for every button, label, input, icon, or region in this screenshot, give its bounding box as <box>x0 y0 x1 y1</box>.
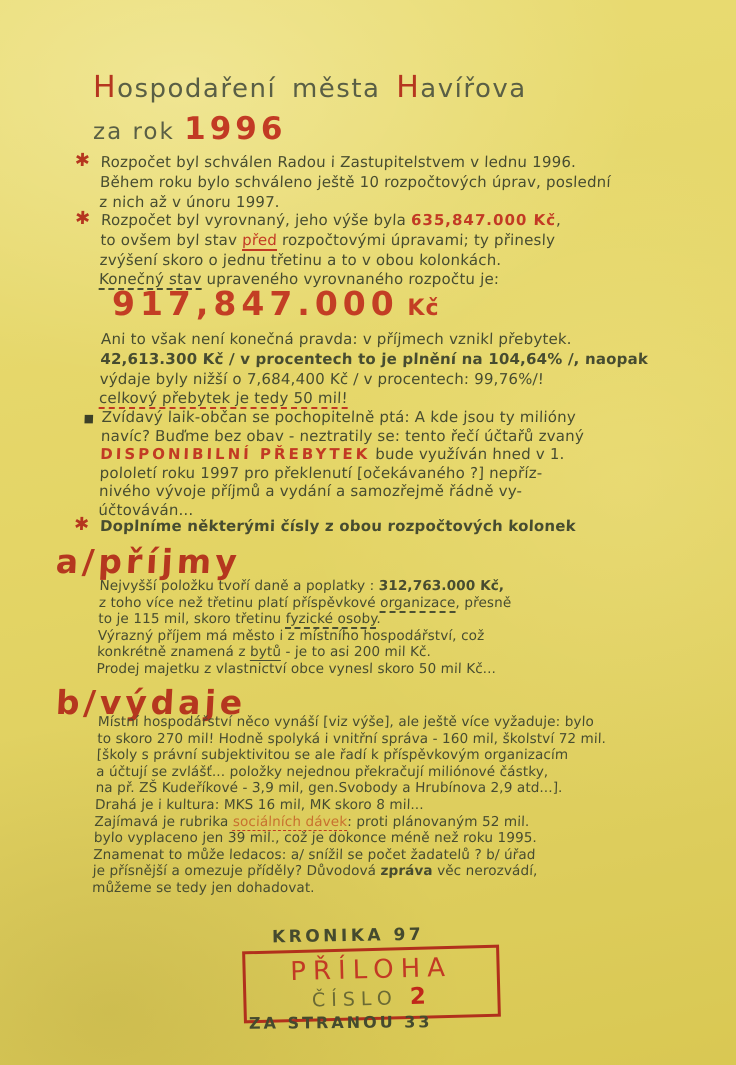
text-run: , přesně <box>455 594 512 611</box>
attachment-stamp-box <box>242 945 501 1024</box>
emphasis-konecny-stav: Konečný stav <box>98 270 202 289</box>
text-line: Ani to však není konečná pravda: v příjmech vznikl přebytek. <box>100 330 573 348</box>
text-line: zvýšení skoro o jednu třetinu a to v obou kolonkách. <box>99 250 502 269</box>
amount-final-budget-number: 917,847.000 <box>112 284 399 323</box>
square-bullet-icon: ■ <box>83 412 95 425</box>
text-run: to je 115 mil, skoro třetinu <box>98 611 286 628</box>
asterisk-icon: ✱ <box>73 514 90 535</box>
text-line: Místní hospodářství něco vynáší [viz výše], ale ještě více vyžaduje: bylo <box>97 714 595 730</box>
text-run: věc nerozvádí, <box>432 863 538 880</box>
text-line: Doplníme některými čísly z obou rozpočtových kolonek <box>99 517 577 535</box>
text-line <box>99 389 647 409</box>
title-line-2 <box>93 111 527 147</box>
emphasis-disponibilni-prebytek: DISPONIBILNÍ PŘEBYTEK <box>100 445 371 464</box>
amount-original-budget: 635,847.000 Kč <box>410 211 557 229</box>
title-year-prefix: za rok <box>93 119 185 145</box>
emphasis-organizace: organizace <box>379 594 456 611</box>
text-run: Nejvyšší položku tvoří daně a poplatky : <box>99 578 380 594</box>
text-run: : proti plánovaným 52 mil. <box>346 813 530 830</box>
section-expenses-text <box>92 714 607 897</box>
text-line: Výrazný příjem má město i z místního hospodářství, což <box>97 627 485 644</box>
text-line: Znamenat to může ledacos: a/ snížil se počet žadatelů ? b/ úřad <box>92 846 536 863</box>
text-line: [školy s právní subjektivitou se ale řadí k příspěvkovým organizacím <box>96 747 569 764</box>
section-heading-incomes: a/příjmy <box>54 542 242 581</box>
emphasis-fyzicke-osoby: fyzické osoby <box>285 611 377 628</box>
title-word-2: avířova <box>420 74 527 104</box>
text-run: to ovšem byl stav <box>100 230 243 249</box>
text-line <box>101 211 562 231</box>
paragraph-intro-columns <box>73 514 577 537</box>
text-line: pololetí roku 1997 pro překlenutí [očekávaného ?] nepříz- <box>99 463 543 482</box>
text-line: nivého vývoje příjmů a vydání a samozřejmě řádně vy- <box>98 482 523 501</box>
paragraph-balanced-budget <box>74 208 562 290</box>
text-line: a účtují se zvlášť... položky nejednou překračují miliónové částky, <box>95 763 549 780</box>
emphasis-bytu: bytů <box>249 644 282 661</box>
text-line: z nich až v únoru 1997. <box>99 192 281 211</box>
amount-final-budget <box>112 284 439 323</box>
text-run: upraveného vyrovnaného rozpočtu je: <box>201 270 500 289</box>
text-run: z toho více než třetinu platí příspěvkové <box>98 594 381 611</box>
text-line <box>100 445 584 464</box>
text-run: konkrétně znamená z <box>96 644 251 661</box>
title-year: 1996 <box>184 111 287 147</box>
paragraph-surplus <box>99 330 650 409</box>
emphasis-socialni-davky: sociálních dávek <box>232 813 348 830</box>
asterisk-icon: ✱ <box>74 208 91 229</box>
amount-final-budget-unit: Kč <box>398 296 440 321</box>
text-line: můžeme se tedy jen dohadovat. <box>91 879 315 896</box>
page-title <box>93 70 527 147</box>
text-line: účtováván... <box>98 500 194 519</box>
text-run: Rozpočet byl vyrovnaný, jeho výše byla <box>100 211 412 229</box>
page-reference-label: ZA STRANOU 33 <box>248 1012 433 1033</box>
text-run: rozpočtovými úpravami; ty přinesly <box>276 230 556 249</box>
text-run: . <box>376 611 382 628</box>
attachment-number: 2 <box>409 983 433 1010</box>
text-run: bude využíván hned v 1. <box>370 445 565 464</box>
text-line: Prodej majetku z vlastnictví obce vynesl skoro 50 mil Kč... <box>96 660 497 677</box>
text-run: , <box>555 211 562 229</box>
emphasis-total-surplus: celkový přebytek je tedy 50 mil! <box>98 389 349 408</box>
text-line: 42,613.300 Kč / v procentech to je plnění na 104,64% /, naopak <box>100 349 649 368</box>
emphasis-pred: před <box>241 230 278 249</box>
paragraph-disposable-surplus <box>83 408 585 520</box>
text-line: výdaje byly nižší o 7,684,400 Kč / v procentech: 99,76%/! <box>99 369 545 388</box>
attachment-number-label: ČÍSLO <box>311 987 411 1012</box>
text-line <box>98 611 511 628</box>
text-line: navíc? Buďme bez obav - neztratily se: tento řečí účtařů zvaný <box>100 426 585 445</box>
text-line: Během roku bylo schváleno ještě 10 rozpočtových úprav, poslední <box>99 172 612 191</box>
text-line <box>92 863 601 880</box>
text-line <box>94 814 603 831</box>
text-line: to skoro 270 mil! Hodně spolyká i vnitřní správa - 160 mil, školství 72 mil. <box>97 730 607 747</box>
section-incomes-text <box>96 578 512 678</box>
text-line: Rozpočet byl schválen Radou i Zastupitelstvem v lednu 1996. <box>100 153 577 171</box>
text-line <box>99 595 512 612</box>
paragraph-budget-approved <box>74 150 612 212</box>
asterisk-icon: ✱ <box>74 150 91 171</box>
text-line <box>99 578 512 595</box>
text-line: Zvídavý laik-občan se pochopitelně ptá: A kde jsou ty milióny <box>101 408 577 426</box>
text-line <box>100 231 561 251</box>
attachment-label: PŘÍLOHA <box>289 952 453 988</box>
text-line: bylo vyplaceno jen 39 mil., což je dokonce méně než roku 1995. <box>93 830 538 847</box>
emphasis-zprava: zpráva <box>380 863 433 880</box>
section-heading-expenses: b/výdaje <box>54 683 248 722</box>
text-run: je přísnější a omezuje příděly? Důvodová <box>92 863 381 880</box>
amount-taxes-fees: 312,763.000 Kč, <box>378 578 505 594</box>
title-initial-h: H <box>93 70 118 105</box>
chronicle-label: KRONIKA 97 <box>271 924 425 948</box>
title-word-1: ospodaření města <box>117 74 397 104</box>
text-run: Zajímavá je rubrika <box>94 813 234 830</box>
title-line-1 <box>93 70 527 105</box>
text-line: na př. ZŠ Kudeříkové - 3,9 mil, gen.Svobody a Hrubínova 2,9 atd...]. <box>95 780 563 797</box>
text-line: Drahá je i kultura: MKS 16 mil, MK skoro 8 mil... <box>94 796 425 813</box>
text-line <box>97 644 510 661</box>
title-initial-h2: H <box>396 70 421 105</box>
text-run: - je to asi 200 mil Kč. <box>280 644 432 661</box>
